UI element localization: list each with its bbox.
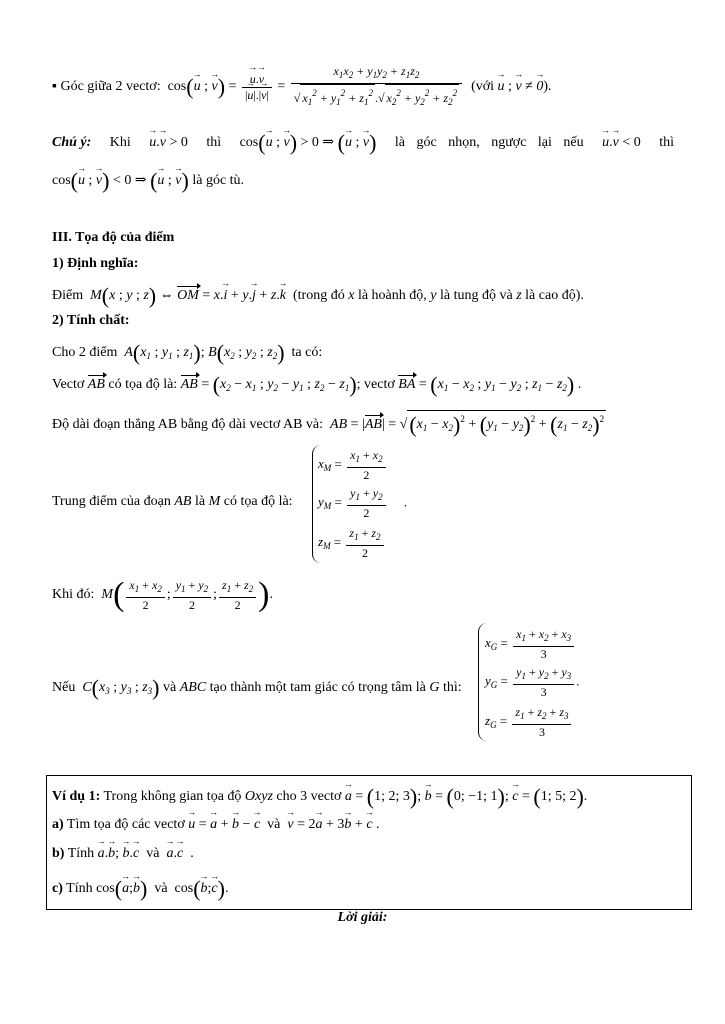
example-title-line: Ví dụ 1: Trong không gian tọa độ Oxyz cho 3 vectơ → a = (1; 2; 3); → b = (0; −1; 1); → c = (1; 5; 2).: [52, 784, 587, 810]
midpoint-line: Trung điểm của đoạn AB là M có tọa độ là:: [52, 494, 293, 509]
centroid-y: $y_G$ = $\frac{y_1 + y_2 + y_3}{3}$ .: [485, 665, 580, 699]
definition-line: Điểm M(x ; y ; z) ⇔ OM = x.→ i + y.→ j + z.→ k (trong đó x là hoành độ, y là tung độ và z là cao độ).: [52, 283, 584, 309]
definition-title: 1) Định nghĩa:: [52, 256, 139, 271]
centroid-x: $x_G$ = $\frac{x_1 + x_2 + x_3}{3}$: [485, 627, 576, 662]
example-part-c: c) Tính cos(→ a;→ b) và cos(→ b;→ c).: [52, 876, 228, 902]
midpoint-result-line: Khi đó: M( $\frac{x_1 + x_2}{2}$ ; $\frac{y_1 + y_2}{2}$ ; $\frac{z_1 + z_2}{2}$ ).: [52, 576, 273, 613]
note-thi-2: thì: [659, 135, 674, 150]
note-line-2: cos(→ u ; → v) < 0 ⇒ (→ u ; → v) là góc tù.: [52, 168, 244, 194]
midpoint-y: $y_M$ = $\frac{y_1 + y_2}{2}$ .: [318, 486, 408, 520]
centroid-z: $z_G$ = $\frac{z_1 + z_2 + z_3}{3}$: [485, 705, 573, 740]
midpoint-x: $x_M$ = $\frac{x_1 + x_2}{2}$: [318, 448, 388, 483]
midpoint-z: $z_M$ = $\frac{z_1 + z_2}{2}$: [318, 526, 386, 561]
note-line-1: Chú ý: Khi → u.→ v > 0 thì cos(→ u ; → v) > 0 ⇒ (→ u ; → v) là góc nhọn, ngược lại nếu → u.→ v < 0 thì: [52, 130, 674, 156]
angle-formula-line: ▪ Góc giữa 2 vectơ: cos(→ u ; → v) = → $\frac{u.\to v}{|\to u|.|\to v|}$ = $\frac{x_1x_2 + y_1y_2 + z_1z_2}{√ x_1^2 + y_1^2 + z_1^2 .√ x_2^2 + y_2^2 + z_2^2}$ (với → u ; → v ≠ → 0).: [52, 64, 552, 110]
length-line: Độ dài đoạn thẳng AB bằng độ dài vectơ AB và: AB = $|AB| = √(x_1 - x_2)^2 + (y_1 - y_2)^2 + (z_1 - z_2)^2$: [52, 412, 605, 437]
points-line: Cho 2 điểm $A(x_1$ ; $y_1$ ; $z_1$); $B(x_2$ ; $y_2$ ; $z_2$) ta có:: [52, 340, 323, 365]
solution-label: Lời giải:: [337, 910, 388, 925]
section-title: III. Tọa độ của điểm: [52, 230, 175, 245]
note-label: Chú ý:: [52, 135, 92, 150]
angle-condition-note: (với: [471, 79, 495, 94]
angle-formula-label: ▪ Góc giữa 2 vectơ:: [52, 79, 161, 94]
example-part-a: a) Tìm tọa độ các vectơ → u = → a + → b − → c và → v = 2→ a + 3→ b + → c .: [52, 817, 380, 833]
centroid-line: Nếu $C(x_3$ ; $y_3$ ; $z_3$) và ABC tạo thành một tam giác có trọng tâm là G thì:: [52, 675, 462, 700]
angle-condition-end: ).: [543, 79, 552, 94]
example-part-b: b) Tính → a.→ b; → b.→ c và → a.→ c .: [52, 846, 194, 862]
note-khi: Khi: [109, 135, 131, 150]
properties-title: 2) Tính chất:: [52, 313, 130, 328]
note-middle-text: là góc nhọn, ngược lại nếu: [394, 135, 584, 150]
note-thi-1: thì: [206, 135, 222, 150]
vector-ab-line: Vectơ AB có tọa độ là: AB = ($x_2 - x_1$ ; $y_2 - y_1$ ; $z_2 - z_1$); vectơ BA = ($x_1 - x_2$ ; $y_1 - y_2$ ; $z_1 - z_2$) .: [52, 372, 582, 397]
note-end-text: là góc tù.: [192, 173, 245, 189]
